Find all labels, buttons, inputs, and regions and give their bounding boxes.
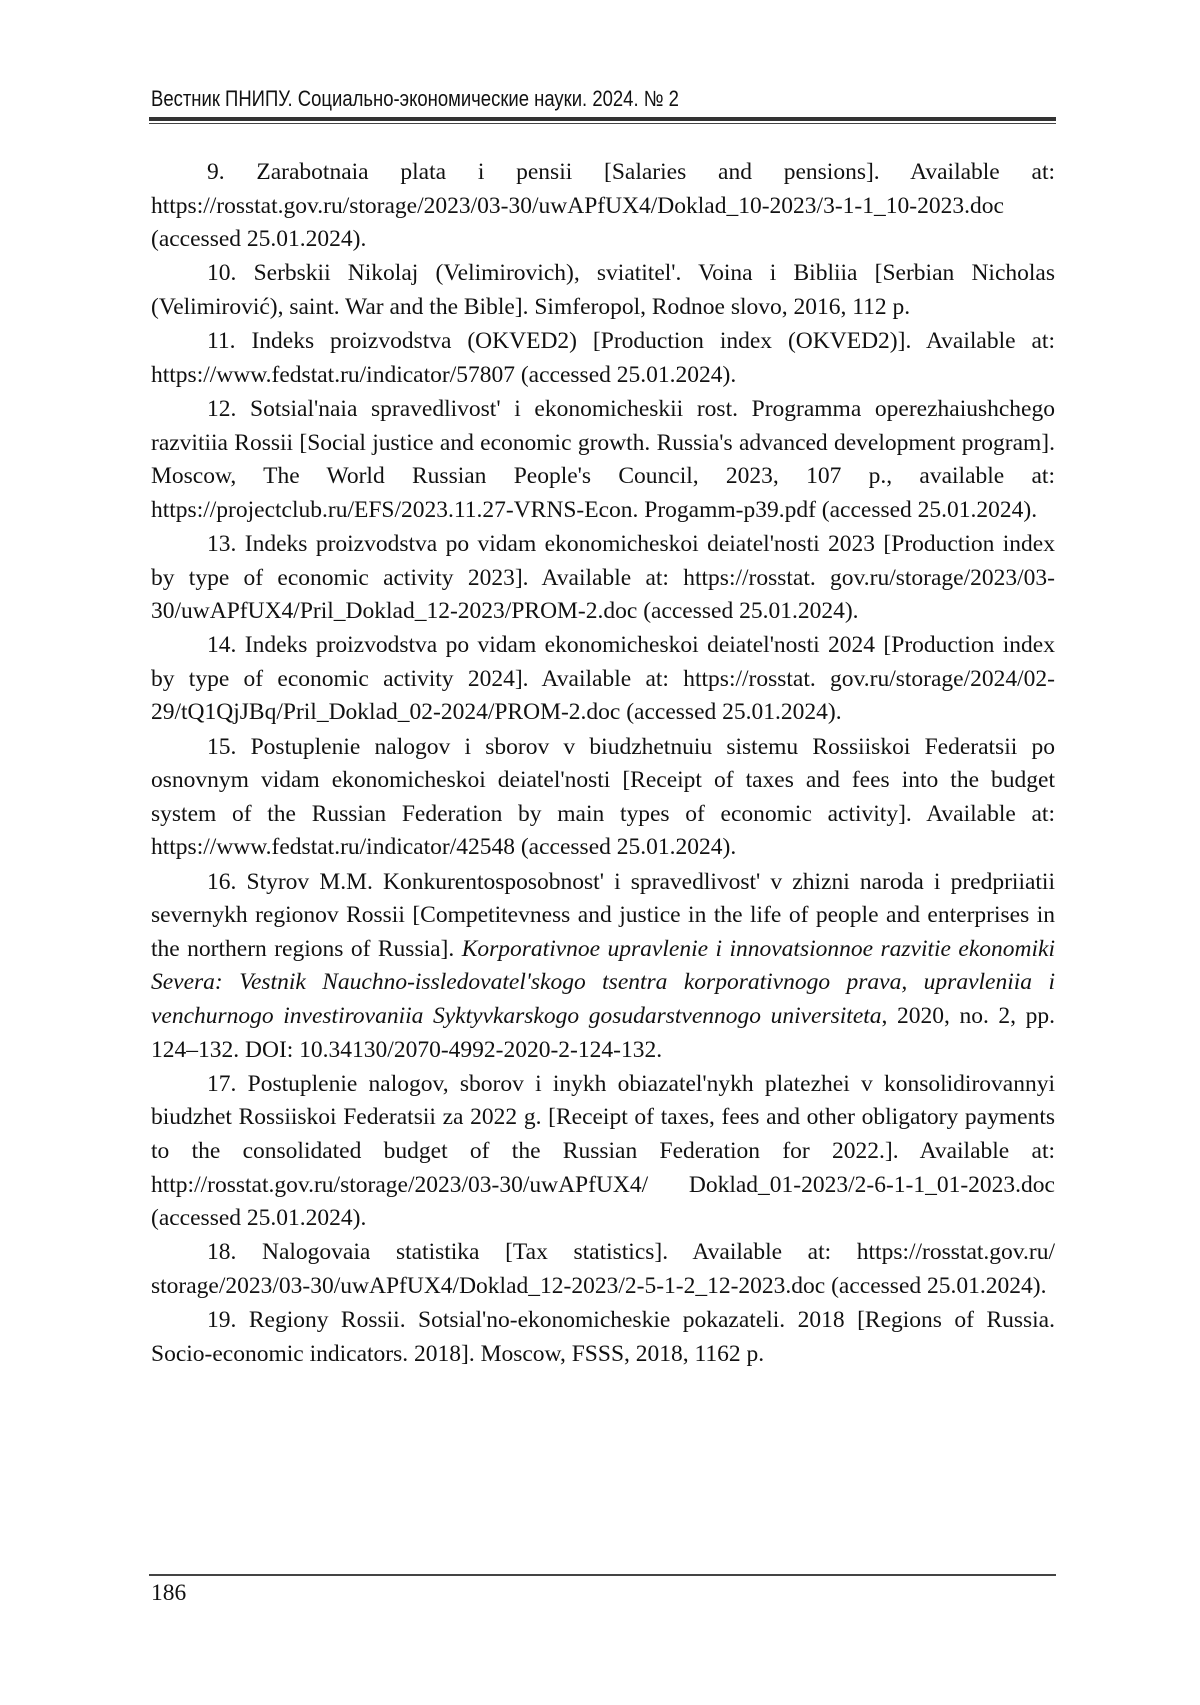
journal-title: Korporativnoe upravlenie i innovatsionnoe razvitie ekonomiki Severa: Vestnik Nauchno-issledovatel'skogo tsentra korporativnogo prava, upravleniia i venchurnogo investirovaniia Syktyvkarskogo gosudarstvennogo universiteta [151,936,1055,1029]
reference-item: 17. Postuplenie nalogov, sborov i inykh obiazatel'nykh platezhei v konsolidirovannyi biudzhet Rossiiskoi Federatsii za 2022 g. [Receipt of taxes, fees and other obligatory payments to the consolidated budget of the Russian Federation for 2022.]. Available at: http://rosstat.gov.ru/storage/2023/03-30/uwAPfUX4/ Doklad_01-2023/2-6-1-1_01-2023.doc (accessed 25.01.2024). [151,1068,1055,1236]
reference-item: 10. Serbskii Nikolaj (Velimirovich), sviatitel'. Voina i Bibliia [Serbian Nicholas (Velimirović), saint. War and the Bible]. Simferopol, Rodnoe slovo, 2016, 112 p. [151,257,1055,324]
reference-item: 15. Postuplenie nalogov i sborov v biudzhetnuiu sistemu Rossiiskoi Federatsii po osnovnym vidam ekonomicheskoi deiatel'nosti [Receipt of taxes and fees into the budget system of the Russian Federation by main types of economic activity]. Available at: https://www.fedstat.ru/indicator/42548 (accessed 25.01.2024). [151,731,1055,865]
page-number: 186 [151,1580,186,1607]
reference-item: 18. Nalogovaia statistika [Tax statistics]. Available at: https://rosstat.gov.ru/ storage/2023/03-30/uwAPfUX4/Doklad_12-2023/2-5-1-2_12-2023.doc (accessed 25.01.2024). [151,1236,1055,1303]
reference-item: 12. Sotsial'naia spravedlivost' i ekonomicheskii rost. Programma operezhaiushchego razvitiia Rossii [Social justice and economic growth. Russia's advanced development program]. Moscow, The World Russian People's Council, 2023, 107 p., available at: https://projectclub.ru/EFS/2023.11.27-VRNS-Econ. Progamm-p39.pdf (accessed 25.01.2024). [151,393,1055,527]
reference-list [151,156,1055,1372]
reference-item: 11. Indeks proizvodstva (OKVED2) [Production index (OKVED2)]. Available at: https://www.fedstat.ru/indicator/57807 (accessed 25.01.2024). [151,325,1055,392]
running-header: Вестник ПНИПУ. Социально-экономические науки. 2024. № 2 [151,86,679,112]
header-rule-thick [149,117,1056,121]
footer-rule [149,1574,1056,1576]
reference-text: 16. Styrov M.M. Konkurentosposobnost' i spravedlivost' v zhizni naroda i predpriiatii severnykh regionov Rossii [Competitevness and justice in the life of people and enterprises in the northern regions of Russia]. [151,869,1055,962]
header-rule-thin [149,123,1056,124]
reference-text-after: , 2020, no. 2, pp. 124–132. DOI: 10.34130/2070-4992-2020-2-124-132. [151,1003,1055,1063]
reference-item: 19. Regiony Rossii. Sotsial'no-ekonomicheskie pokazateli. 2018 [Regions of Russia. Socio-economic indicators. 2018]. Moscow, FSSS, 2018, 1162 p. [151,1304,1055,1371]
reference-item: 14. Indeks proizvodstva po vidam ekonomicheskoi deiatel'nosti 2024 [Production index by type of economic activity 2024]. Available at: https://rosstat. gov.ru/storage/2024/02-29/tQ1QjJBq/Pril_Doklad_02-2024/PROM-2.doc (accessed 25.01.2024). [151,629,1055,730]
reference-item: 13. Indeks proizvodstva po vidam ekonomicheskoi deiatel'nosti 2023 [Production index by type of economic activity 2023]. Available at: https://rosstat. gov.ru/storage/2023/03-30/uwAPfUX4/Pril_Doklad_12-2023/PROM-2.doc (accessed 25.01.2024). [151,528,1055,629]
reference-item: 9. Zarabotnaia plata i pensii [Salaries and pensions]. Available at: https://rosstat.gov.ru/storage/2023/03-30/uwAPfUX4/Doklad_10-2023/3-1-1_10-2023.doc (accessed 25.01.2024). [151,156,1055,257]
reference-item [151,866,1055,1068]
